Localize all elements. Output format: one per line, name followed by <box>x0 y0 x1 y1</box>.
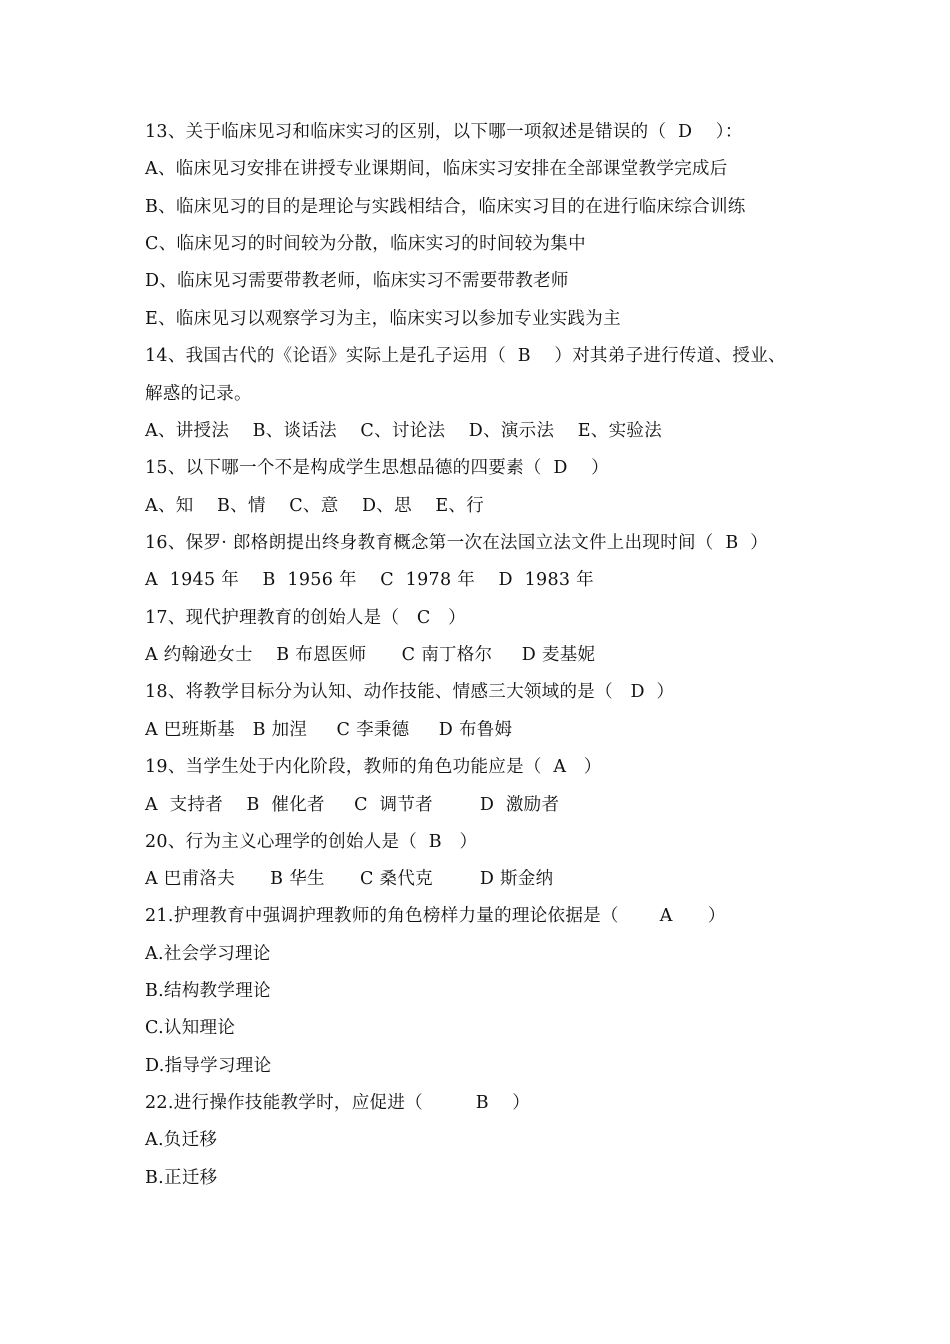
question-14-stem: 14、我国古代的《论语》实际上是孔子运用（ B ）对其弟子进行传道、授业、 <box>145 346 786 366</box>
question-13-option-a: A、临床见习安排在讲授专业课期间，临床实习安排在全部课堂教学完成后 <box>145 159 728 179</box>
question-21-option-c: C.认知理论 <box>145 1018 236 1038</box>
question-13-option-c: C、临床见习的时间较为分散，临床实习的时间较为集中 <box>145 234 586 254</box>
question-13-option-d: D、临床见习需要带教老师，临床实习不需要带教老师 <box>145 271 569 291</box>
question-17-stem: 17、现代护理教育的创始人是（ C ） <box>145 608 466 628</box>
question-15-options: A、知 B、情 C、意 D、思 E、行 <box>145 496 484 516</box>
question-21-option-a: A.社会学习理论 <box>145 944 271 964</box>
question-14-options: A、讲授法 B、谈话法 C、讨论法 D、演示法 E、实验法 <box>145 421 662 441</box>
question-22-stem: 22.进行操作技能教学时，应促进（ B ） <box>145 1093 531 1113</box>
question-18-options: A 巴班斯基 B 加涅 C 李秉德 D 布鲁姆 <box>145 720 513 740</box>
question-22-option-a: A.负迁移 <box>145 1130 218 1150</box>
question-21-stem: 21.护理教育中强调护理教师的角色榜样力量的理论依据是（ A ） <box>145 906 726 926</box>
question-14-stem-continued: 解惑的记录。 <box>145 384 252 404</box>
question-21-option-d: D.指导学习理论 <box>145 1056 272 1076</box>
question-16-options: A 1945 年 B 1956 年 C 1978 年 D 1983 年 <box>145 570 594 590</box>
question-18-stem: 18、将教学目标分为认知、动作技能、情感三大领域的是（ D ） <box>145 682 675 702</box>
question-19-options: A 支持者 B 催化者 C 调节者 D 激励者 <box>145 795 560 815</box>
question-15-stem: 15、以下哪一个不是构成学生思想品德的四要素（ D ） <box>145 458 609 478</box>
question-21-option-b: B.结构教学理论 <box>145 981 271 1001</box>
question-16-stem: 16、保罗· 郎格朗提出终身教育概念第一次在法国立法文件上出现时间（ B ） <box>145 533 769 553</box>
question-17-options: A 约翰逊女士 B 布恩医师 C 南丁格尔 D 麦基妮 <box>145 645 596 665</box>
question-13-option-e: E、临床见习以观察学习为主，临床实习以参加专业实践为主 <box>145 309 621 329</box>
question-20-options: A 巴甫洛夫 B 华生 C 桑代克 D 斯金纳 <box>145 869 554 889</box>
question-22-option-b: B.正迁移 <box>145 1168 218 1188</box>
question-20-stem: 20、行为主义心理学的创始人是（ B ） <box>145 832 478 852</box>
question-13-stem: 13、关于临床见习和临床实习的区别，以下哪一项叙述是错误的（ D ）： <box>145 122 743 142</box>
question-19-stem: 19、当学生处于内化阶段，教师的角色功能应是（ A ） <box>145 757 602 777</box>
question-13-option-b: B、临床见习的目的是理论与实践相结合，临床实习目的在进行临床综合训练 <box>145 197 746 217</box>
